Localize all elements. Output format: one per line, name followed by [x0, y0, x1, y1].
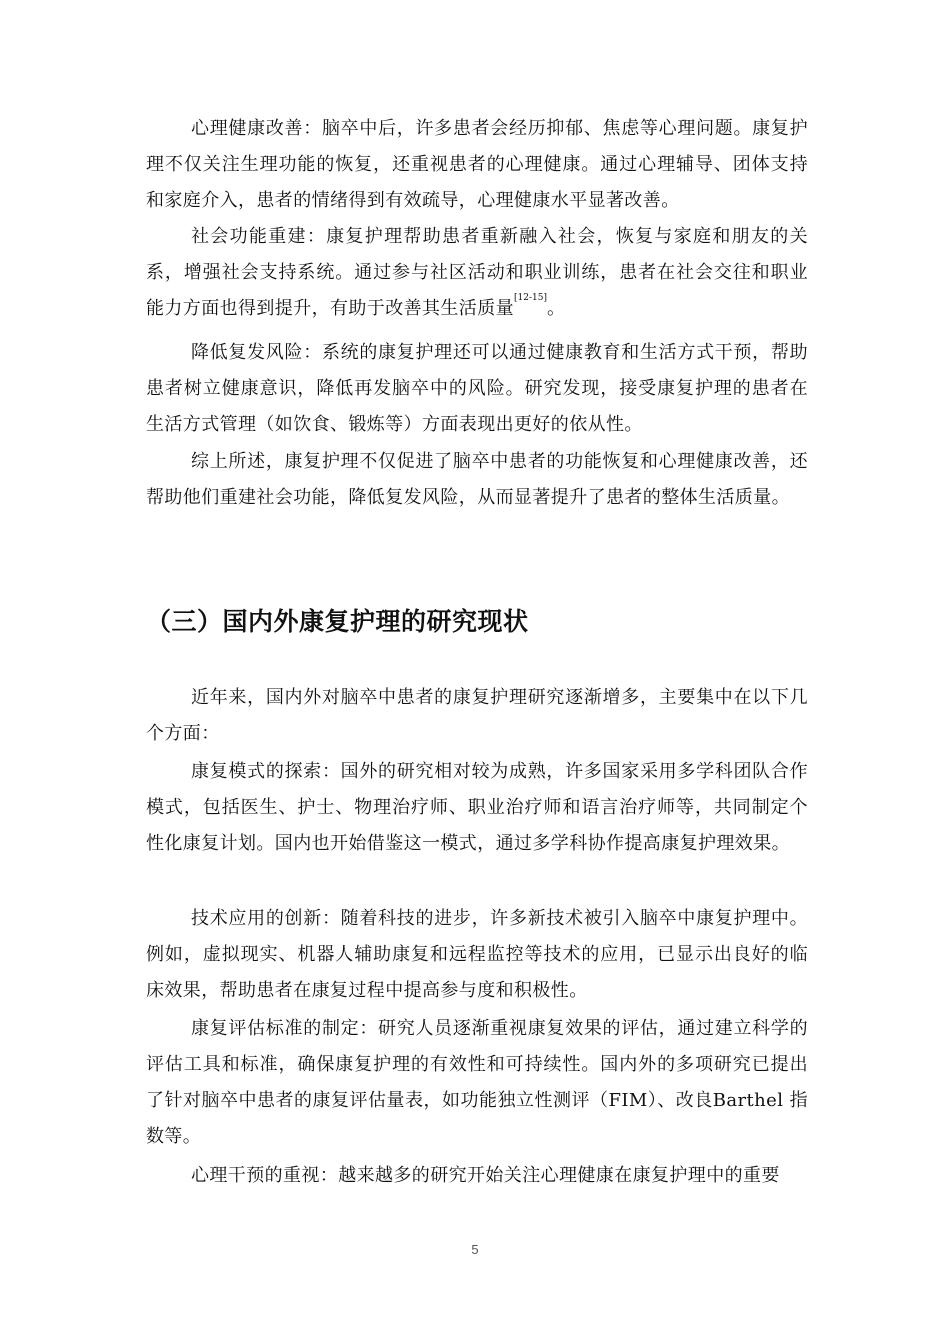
paragraph-social-function: 社会功能重建：康复护理帮助患者重新融入社会，恢复与家庭和朋友的关系，增强社会支持系统。通过参与社区活动和职业训练，患者在社会交往和职业能力方面也得到提升，有助于改善其生活质量[12-15]。	[146, 226, 808, 319]
paragraph-assessment: 康复评估标准的制定：研究人员逐渐重视康复效果的评估，通过建立科学的评估工具和标准，确保康复护理的有效性和可持续性。国内外的多项研究已提出了针对脑卒中患者的康复评估量表，如功能独立性测评（FIM）、改良Barthel 指数等。	[146, 1018, 808, 1147]
paragraph-summary: 综上所述，康复护理不仅促进了脑卒中患者的功能恢复和心理健康改善，还帮助他们重建社会功能，降低复发风险，从而显著提升了患者的整体生活质量。	[146, 451, 808, 508]
page-number: 5	[471, 1242, 479, 1257]
paragraph-psych-intervention: 心理干预的重视：越来越多的研究开始关注心理健康在康复护理中的重要	[191, 1165, 780, 1186]
paragraph-recurrence-risk: 降低复发风险：系统的康复护理还可以通过健康教育和生活方式干预，帮助患者树立健康意识，降低再发脑卒中的风险。研究发现，接受康复护理的患者在生活方式管理（如饮食、锻炼等）方面表现出更好的依从性。	[146, 342, 808, 435]
paragraph-mental-health: 心理健康改善：脑卒中后，许多患者会经历抑郁、焦虑等心理问题。康复护理不仅关注生理功能的恢复，还重视患者的心理健康。通过心理辅导、团体支持和家庭介入，患者的情绪得到有效疏导，心理健康水平显著改善。	[146, 118, 808, 211]
citation-reference: [12-15]	[514, 293, 547, 303]
section-heading: （三）国内外康复护理的研究现状	[146, 607, 529, 636]
paragraph-technology: 技术应用的创新：随着科技的进步，许多新技术被引入脑卒中康复护理中。例如，虚拟现实、机器人辅助康复和远程监控等技术的应用，已显示出良好的临床效果，帮助患者在康复过程中提高参与度和积极性。	[146, 908, 808, 1001]
paragraph-rehab-model: 康复模式的探索：国外的研究相对较为成熟，许多国家采用多学科团队合作模式，包括医生、护士、物理治疗师、职业治疗师和语言治疗师等，共同制定个性化康复计划。国内也开始借鉴这一模式，通过多学科协作提高康复护理效果。	[146, 761, 808, 854]
paragraph-intro: 近年来，国内外对脑卒中患者的康复护理研究逐渐增多，主要集中在以下几个方面：	[146, 687, 808, 744]
